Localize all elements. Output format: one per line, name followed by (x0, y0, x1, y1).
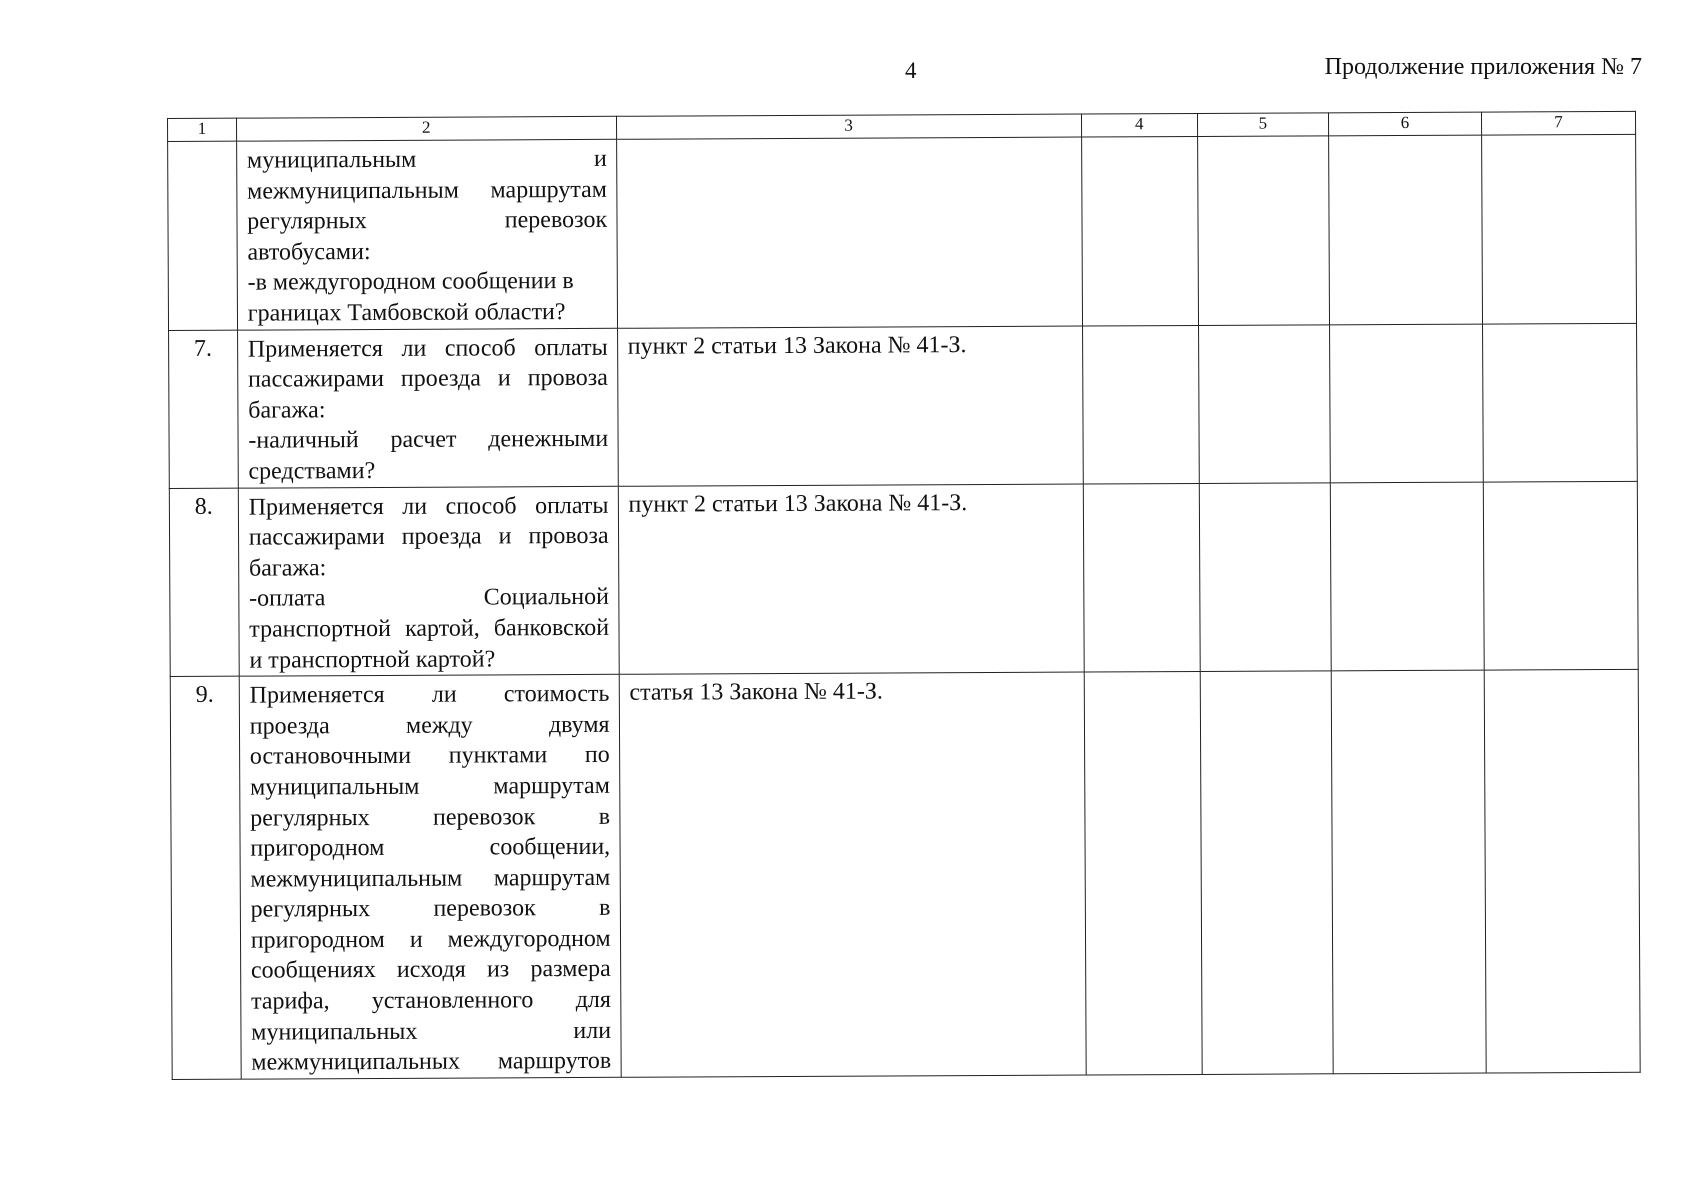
question-line: багажа: (248, 554, 327, 582)
empty-cell (1199, 482, 1331, 671)
column-header-2: 2 (236, 116, 616, 141)
row-number: 8. (169, 488, 239, 677)
question-line: межмуниципальным маршрутам (250, 864, 611, 893)
question-line: муниципальным и (246, 145, 607, 174)
question-line: пригородном и междугородном (250, 925, 611, 954)
empty-cell (1083, 483, 1200, 672)
empty-cell (1084, 672, 1202, 1075)
question-line: -в междугородном сообщении в (247, 268, 574, 296)
question-cell (238, 486, 619, 676)
question-line: муниципальным маршрутам (249, 772, 610, 801)
question-line: проезда между двумя (249, 711, 610, 740)
table-row (170, 669, 1640, 1079)
question-cell (237, 328, 618, 488)
question-line: и транспортной картой? (249, 645, 496, 674)
empty-cell (1200, 671, 1333, 1074)
column-header-4: 4 (1081, 113, 1197, 137)
empty-cell (1330, 324, 1484, 483)
question-line: муниципальных или (251, 1017, 612, 1046)
empty-cell (1082, 325, 1199, 484)
empty-cell (1081, 136, 1198, 325)
question-line: межмуниципальных маршрутов (251, 1048, 612, 1076)
question-line: межмуниципальным маршрутам (247, 176, 608, 205)
question-line: транспортной картой, банковской (249, 614, 610, 643)
question-line: регулярных перевозок в (250, 895, 611, 923)
question-line: автобусами: (247, 238, 371, 266)
empty-cell (1331, 670, 1486, 1073)
checklist-table (167, 111, 1641, 1080)
question-line: пассажирами проезда и провоза (248, 523, 609, 551)
empty-cell (1198, 324, 1330, 483)
column-header-1: 1 (168, 118, 237, 141)
question-line: границах Тамбовской области? (247, 299, 566, 327)
question-line: сообщениях исходя из размера (250, 956, 611, 985)
question-cell (236, 139, 617, 329)
appendix-continuation-title: Продолжение приложения № 7 (1324, 54, 1642, 80)
column-header-7: 7 (1481, 111, 1635, 135)
question-line: остановочными пунктами по (249, 742, 610, 770)
question-line: пригородном сообщении, (250, 833, 611, 862)
row-number: 9. (170, 676, 241, 1079)
question-line: Применяется ли способ оплаты (248, 492, 609, 521)
column-header-5: 5 (1197, 113, 1329, 137)
legal-basis-cell: статья 13 Закона № 41-З. (619, 672, 1086, 1077)
question-line: Применяется ли способ оплаты (247, 334, 608, 363)
column-header-3: 3 (616, 114, 1081, 139)
legal-basis-cell (616, 137, 1082, 328)
table-row (169, 323, 1638, 488)
table-row (168, 134, 1637, 330)
legal-basis-cell: пункт 2 статьи 13 Закона № 41-З. (617, 326, 1083, 486)
question-line: тарифа, установленного для (251, 986, 611, 1015)
question-line: Применяется ли стоимость (249, 680, 610, 709)
empty-cell (1329, 135, 1483, 324)
question-line: средствами? (248, 457, 376, 485)
question-line: багажа: (248, 396, 326, 424)
question-line: -оплата Социальной (249, 584, 610, 612)
empty-cell (1483, 481, 1638, 670)
row-number: 7. (169, 330, 239, 488)
question-line: регулярных перевозок в (250, 803, 611, 832)
empty-cell (1482, 134, 1637, 323)
question-line: -наличный расчет денежными (248, 426, 609, 454)
table-row (169, 481, 1638, 677)
empty-cell (1197, 136, 1329, 325)
question-cell (239, 674, 621, 1079)
empty-cell (1484, 669, 1640, 1072)
empty-cell (1482, 323, 1637, 482)
question-line: регулярных перевозок (247, 207, 608, 235)
question-line: пассажирами проезда и провоза (247, 365, 608, 393)
page-number: 4 (905, 58, 917, 83)
row-number (168, 141, 238, 330)
empty-cell (1330, 482, 1484, 671)
legal-basis-cell: пункт 2 статьи 13 Закона № 41-З. (618, 484, 1084, 675)
column-header-6: 6 (1329, 112, 1482, 136)
